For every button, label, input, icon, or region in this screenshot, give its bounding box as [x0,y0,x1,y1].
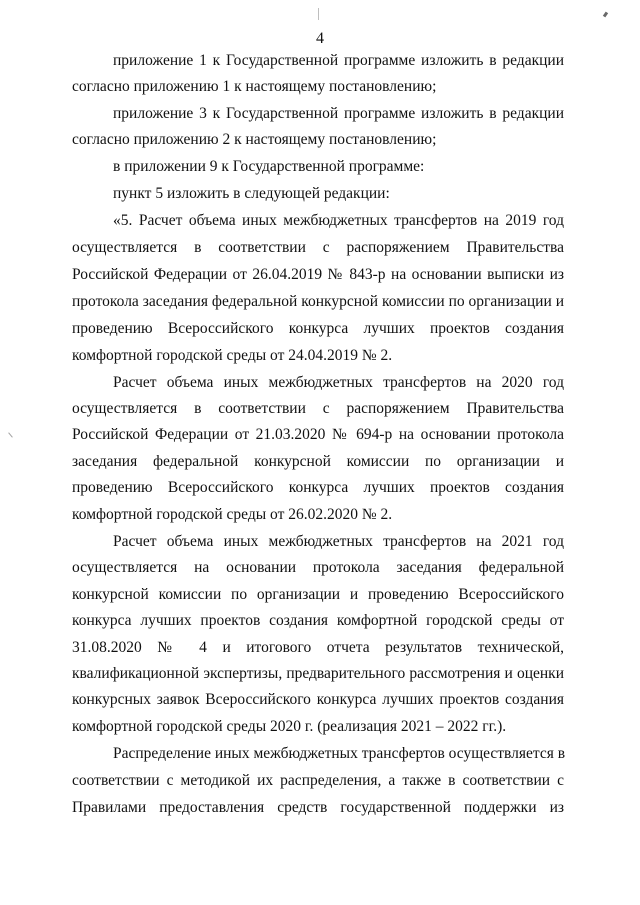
text-line: заседания федеральной конкурсной комиссии по организации и [72,453,564,470]
text-line: «5. Расчет объема иных межбюджетных трансфертов на 2019 год [113,212,564,229]
text-line: проведению Всероссийского конкурса лучших проектов создания [72,479,564,496]
scan-speck [8,432,13,437]
text-line: Расчет объема иных межбюджетных трансфертов на 2021 год [113,533,564,550]
text-line: Распределение иных межбюджетных трансфертов осуществляется в [113,745,566,762]
text-line: пункт 5 изложить в следующей редакции: [113,185,390,202]
text-line: осуществляется в соответствии с распоряжением Правительства [72,239,564,256]
text-line: осуществляется на основании протокола заседания федеральной [72,559,564,576]
text-line: Расчет объема иных межбюджетных трансфертов на 2020 год [113,374,564,391]
text-line: квалификационной экспертизы, предварительного рассмотрения и оценки [72,665,564,682]
text-line: приложение 1 к Государственной программе изложить в редакции [113,52,564,69]
text-line: комфортной городской среды от 24.04.2019 № 2. [72,347,393,364]
text-line: комфортной городской среды 2020 г. (реализация 2021 – 2022 гг.). [72,718,507,735]
text-line: конкурса лучших проектов создания комфортной городской среды от [72,612,564,629]
text-line: Российской Федерации от 26.04.2019 № 843-р на основании выписки из [72,266,564,283]
scan-speck [318,8,319,20]
text-line: осуществляется в соответствии с распоряжением Правительства [72,400,564,417]
text-line: согласно приложению 2 к настоящему постановлению; [72,131,437,148]
text-line: Российской Федерации от 21.03.2020 № 694-р на основании протокола [72,426,564,443]
text-line: в приложении 9 к Государственной программе: [113,158,425,175]
text-line: конкурсной комиссии по организации и проведению Всероссийского [72,586,564,603]
text-line: конкурсных заявок Всероссийского конкурса лучших проектов создания [72,691,564,708]
page-number: 4 [316,30,324,47]
text-line: соответствии с методикой их распределения, а также в соответствии с [72,772,564,789]
text-line: 31.08.2020 № 4 и итогового отчета результатов технической, [72,639,564,656]
text-line: приложение 3 к Государственной программе изложить в редакции [113,105,564,122]
text-line: комфортной городской среды от 26.02.2020 № 2. [72,506,393,523]
text-line: согласно приложению 1 к настоящему постановлению; [72,78,437,95]
text-line: Правилами предоставления средств государственной поддержки из [72,799,564,816]
text-line: протокола заседания федеральной конкурсной комиссии по организации и [72,293,564,310]
scan-speck [603,12,608,18]
text-line: проведению Всероссийского конкурса лучших проектов создания [72,320,564,337]
